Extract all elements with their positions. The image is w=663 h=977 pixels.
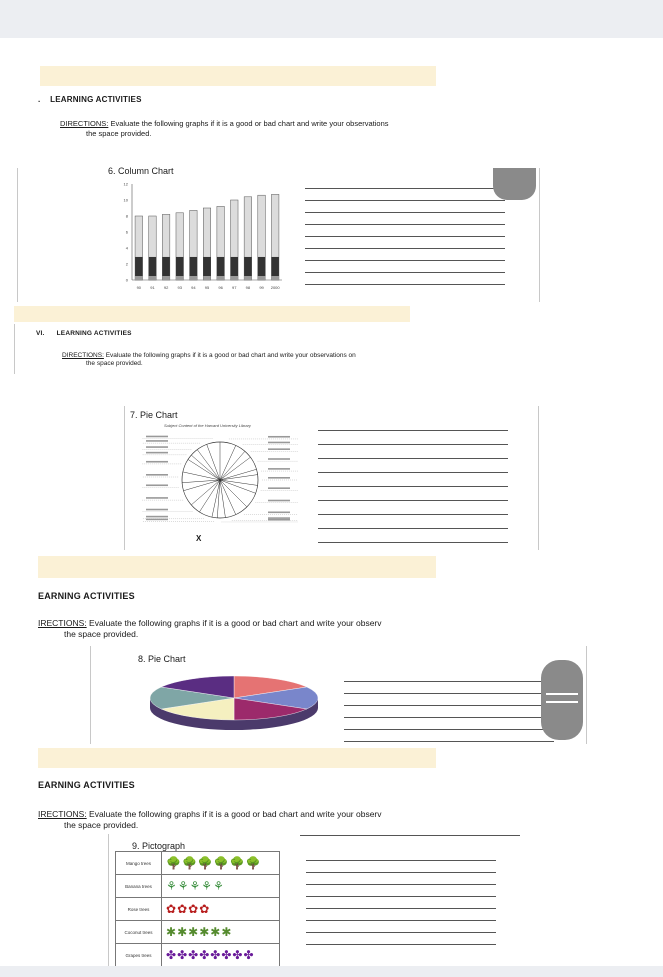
pictograph-row: [116, 921, 280, 944]
banana-icon: ⚘: [177, 879, 190, 893]
x-tick-label: 90: [136, 285, 142, 290]
bar-dark-band: [162, 257, 170, 276]
bar: [135, 216, 143, 280]
section-heading: VI. LEARNING ACTIVITIES: [36, 330, 132, 337]
section-banner: [40, 66, 436, 86]
coco-icon: ✱: [199, 925, 211, 939]
section-pie-chart-8: [0, 554, 663, 744]
banana-icon: ⚘: [189, 879, 202, 893]
bar-dark-band: [190, 257, 198, 276]
section-column-chart: [0, 38, 663, 302]
leader-label: [146, 484, 168, 486]
grape-icon: ✤: [243, 948, 255, 962]
answer-lines: [344, 681, 554, 742]
bar-base: [135, 276, 143, 280]
coco-icon: ✱: [210, 925, 222, 939]
bar-base: [244, 276, 252, 280]
bar-dark-band: [231, 257, 239, 276]
document-page: [0, 38, 663, 966]
leader-label: [268, 519, 290, 521]
y-tick-label: 6: [125, 229, 128, 235]
answer-lines: [318, 430, 508, 543]
pictograph-label: Coconut trees: [116, 921, 162, 944]
pictograph-table: [115, 851, 280, 966]
x-tick-label: 96: [218, 285, 223, 290]
bar-dark-band: [135, 257, 143, 276]
pictograph-label: Grapes trees: [116, 944, 162, 967]
leader-label: [146, 461, 168, 463]
leader-label: [268, 442, 290, 444]
directions-label: DIRECTIONS:: [60, 119, 109, 128]
tree-icon: 🌳: [229, 856, 246, 870]
bar: [217, 206, 225, 280]
directions-text: Evaluate the following graphs if it is a good or bad chart and write your observations on: [105, 352, 356, 359]
top-rule: [300, 835, 520, 836]
x-tick-label: 91: [150, 285, 155, 290]
x-tick-label: 93: [177, 285, 182, 290]
scroll-handle[interactable]: [541, 660, 583, 740]
y-tick-label: 10: [123, 197, 128, 203]
leader-label: [268, 458, 290, 460]
pictograph-row: [116, 852, 280, 875]
banana-icon: ⚘: [213, 879, 225, 893]
bar: [162, 214, 170, 280]
leader-label: [268, 487, 290, 489]
pie-chart-harvard: [140, 430, 300, 534]
rose-icon: ✿: [188, 902, 200, 916]
y-tick-label: 8: [125, 213, 128, 219]
leader-label: [268, 448, 290, 450]
directions-continued: the space provided.: [86, 129, 152, 138]
directions: [60, 119, 460, 128]
bar-base: [217, 276, 225, 280]
directions-text: Evaluate the following graphs if it is a good or bad chart and write your observations: [110, 119, 389, 128]
pictograph-icons: [162, 944, 280, 967]
pictograph-icons: [162, 898, 280, 921]
chart-title: 9. Pictograph: [132, 841, 186, 851]
leader-label: [146, 497, 168, 499]
directions-label: IRECTIONS:: [38, 618, 87, 628]
banana-icon: ⚘: [166, 879, 178, 893]
coco-icon: ✱: [188, 925, 200, 939]
frame-line-left: [90, 646, 91, 744]
y-tick-label: 12: [123, 181, 128, 187]
tree-icon: 🌳: [181, 856, 198, 870]
leader-label: [146, 509, 168, 511]
pictograph-icons: [162, 875, 280, 898]
section-pictograph: [0, 748, 663, 966]
grape-icon: ✤: [210, 948, 222, 962]
tree-icon: 🌳: [213, 856, 230, 870]
leader-label: [146, 516, 168, 518]
directions-continued: the space provided.: [64, 629, 139, 639]
bar-base: [258, 276, 266, 280]
leader-label: [268, 511, 290, 513]
x-tick-label: 99: [259, 285, 264, 290]
pictograph-icons: [162, 921, 280, 944]
grape-icon: ✤: [232, 948, 244, 962]
pictograph-row: [116, 898, 280, 921]
section-banner: [14, 306, 410, 322]
leader-label: [268, 500, 290, 502]
pictograph-label: Banana trees: [116, 875, 162, 898]
grape-icon: ✤: [199, 948, 211, 962]
pictograph-icons: [162, 852, 280, 875]
directions-continued: the space provided.: [64, 820, 139, 830]
bar-dark-band: [149, 257, 157, 276]
chart-title: 7. Pie Chart: [130, 410, 178, 420]
grape-icon: ✤: [221, 948, 233, 962]
pie-chart-3d: [146, 672, 326, 744]
section-pie-chart-7: [0, 306, 663, 550]
x-mark: X: [196, 534, 202, 543]
answer-lines: [306, 860, 496, 945]
bar: [244, 197, 252, 280]
frame-line-left: [14, 324, 15, 374]
leader-label: [146, 436, 168, 438]
answer-lines: [305, 188, 505, 285]
frame-line-right: [586, 646, 587, 744]
directions: [38, 619, 458, 628]
bar: [231, 200, 239, 280]
directions-text: Evaluate the following graphs if it is a good or bad chart and write your observ: [89, 809, 382, 819]
bar-dark-band: [271, 257, 279, 276]
pictograph-row: [116, 944, 280, 967]
directions-text: Evaluate the following graphs if it is a good or bad chart and write your observ: [89, 618, 382, 628]
bar-base: [162, 276, 170, 280]
chart-subtitle: Subject Content of the Harvard University Library: [164, 423, 251, 428]
grape-icon: ✤: [188, 948, 200, 962]
bar-base: [203, 276, 211, 280]
pictograph-row: [116, 875, 280, 898]
bar-base: [190, 276, 198, 280]
bar-base: [231, 276, 239, 280]
leader-label: [146, 474, 168, 476]
grip-line: [546, 701, 578, 703]
rose-icon: ✿: [199, 902, 211, 916]
grip-line: [546, 693, 578, 695]
bar: [271, 194, 279, 280]
y-tick-label: 0: [125, 277, 128, 283]
chart-title: 6. Column Chart: [108, 166, 174, 176]
bar-dark-band: [217, 257, 225, 276]
leader-label: [268, 436, 290, 438]
y-tick-label: 4: [125, 245, 128, 251]
leader-label: [146, 440, 168, 442]
directions: [62, 351, 462, 360]
section-banner: [38, 748, 436, 768]
section-heading: . LEARNING ACTIVITIES: [38, 95, 142, 104]
bar-base: [149, 276, 157, 280]
y-tick-label: 2: [125, 261, 128, 267]
scroll-tab[interactable]: [493, 168, 536, 200]
frame-line-right: [539, 168, 540, 302]
bar: [190, 210, 198, 280]
coco-icon: ✱: [166, 925, 178, 939]
tree-icon: 🌳: [197, 856, 214, 870]
rose-icon: ✿: [166, 902, 178, 916]
bar-dark-band: [203, 257, 211, 276]
bar-base: [271, 276, 279, 280]
x-tick-label: 95: [204, 285, 210, 290]
x-tick-label: 97: [232, 285, 237, 290]
leader-label: [268, 468, 290, 470]
bar: [176, 213, 184, 280]
bar: [203, 208, 211, 280]
section-banner: [38, 556, 436, 578]
column-chart: [118, 180, 288, 298]
coco-icon: ✱: [221, 925, 233, 939]
leader-label: [268, 517, 290, 519]
tree-icon: 🌳: [166, 856, 182, 870]
frame-line-left: [17, 168, 18, 302]
rose-icon: ✿: [177, 902, 189, 916]
bar: [258, 195, 266, 280]
tree-icon: 🌳: [245, 856, 262, 870]
section-heading: EARNING ACTIVITIES: [38, 591, 135, 601]
bar-dark-band: [244, 257, 252, 276]
chart-title: 8. Pie Chart: [138, 654, 186, 664]
x-tick-label: 92: [163, 285, 169, 290]
section-heading: EARNING ACTIVITIES: [38, 780, 135, 790]
grape-icon: ✤: [166, 948, 178, 962]
coco-icon: ✱: [177, 925, 189, 939]
banana-icon: ⚘: [201, 879, 214, 893]
leader-label: [268, 477, 290, 479]
leader-label: [146, 446, 168, 448]
x-tick-label: 98: [245, 285, 251, 290]
bar-dark-band: [258, 257, 266, 276]
frame-line-left-2: [124, 406, 125, 550]
directions-label: DIRECTIONS:: [62, 352, 104, 359]
directions-label: IRECTIONS:: [38, 809, 87, 819]
directions: [38, 810, 458, 819]
bar-dark-band: [176, 257, 184, 276]
directions-continued: the space provided.: [86, 360, 143, 367]
pictograph-label: Rose trees: [116, 898, 162, 921]
leader-label: [146, 452, 168, 454]
frame-line-right: [538, 406, 539, 550]
frame-line-left: [108, 834, 109, 966]
bar-base: [176, 276, 184, 280]
bar: [149, 216, 157, 280]
grape-icon: ✤: [177, 948, 189, 962]
pictograph-label: Mango trees: [116, 852, 162, 875]
x-tick-label: 2000: [270, 285, 280, 290]
x-tick-label: 94: [191, 285, 196, 290]
